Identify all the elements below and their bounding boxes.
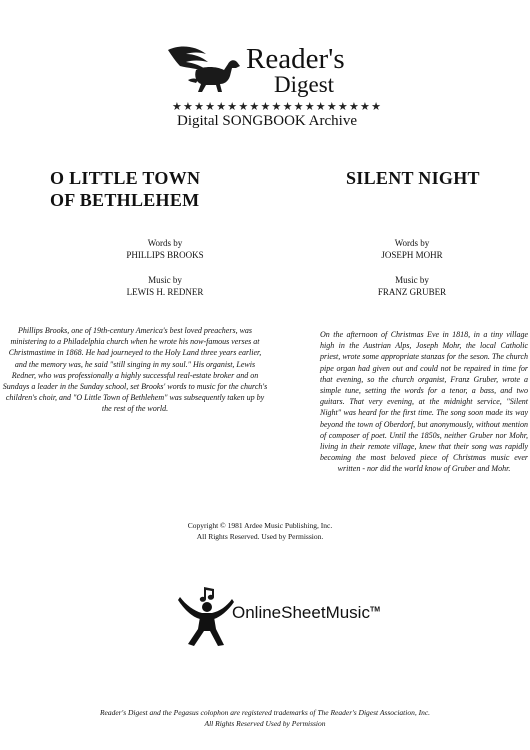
onlinesheetmusic-wordmark: [232, 603, 380, 623]
rights-line: All Rights Reserved. Used by Permission.: [196, 532, 324, 541]
pegasus-icon: [168, 47, 240, 92]
music-author: LEWIS H. REDNER: [126, 287, 204, 297]
credits-left: [70, 237, 260, 311]
brand-bottom: Digest: [274, 72, 335, 97]
archive-title: Digital SONGBOOK Archive: [177, 113, 357, 129]
brand-top: Reader's: [246, 43, 345, 75]
song-title-left-line1: O LITTLE TOWN: [50, 168, 201, 188]
footer-rights-line: All Rights Reserved Used by Permission: [204, 719, 326, 728]
star-divider: ★★★★★★★★★★★★★★★★★★★: [172, 101, 383, 113]
music-credit-left: [70, 274, 260, 298]
copyright-notice: [150, 520, 370, 542]
story-left: Phillips Brooks, one of 19th-century America's best loved preachers, was ministering to a Philadelphia church when he wrote his now-famous verses at Christmastime in 1868. He had journeyed to the Holy Land three years earlier, and the memory was, he said "still singing in my soul." His organist, Lewis Redner, who was professionally a highly successful real-estate broker and on Sundays a leader in the Sunday school, set Brooks' words to music for the church's children's choir, and "O Little Town of Bethlehem" was subsequently taken up by the rest of the world.: [2, 326, 268, 414]
onlinesheetmusic-figure-icon: [176, 585, 236, 647]
song-title-left: [50, 167, 270, 211]
music-label: Music by: [148, 275, 182, 285]
story-right: On the afternoon of Christmas Eve in 1818, in a tiny village high in the Austrian Alps, Joseph Mohr, the local Catholic priest, wrote some appropriate stanzas for the seson. The church pipe organ had given out and could not be repaired in time for that evening, so the church organist, Franz Gruber, wrote a simple tune, setting the words for a tenor, a bass, and two guitars. That very evening, at the midnight service, "Silent Night" was heard for the first time. The song soon made its way beyond the town of Oberdorf, but anonymously, without mention of composer of poet. Until the 1850s, neither Gruber nor Mohr, living in their remote village, knew that their song was rapidly becoming the most beloved piece of Christmas music ever written - nor did the world know of Gruber and Mohr.: [320, 330, 528, 474]
words-credit-right: [332, 237, 492, 261]
onlinesheetmusic-text: OnlineSheetMusic: [232, 603, 370, 622]
words-credit-left: [70, 237, 260, 261]
words-label: Words by: [394, 238, 430, 248]
trademark-footer: [40, 707, 490, 729]
song-title-left-line2: OF BETHLEHEM: [50, 190, 200, 210]
credits-right: [332, 237, 492, 311]
copyright-line: Copyright © 1981 Ardee Music Publishing, Inc.: [187, 521, 333, 530]
music-label: Music by: [395, 275, 429, 285]
words-author: PHILLIPS BROOKS: [126, 250, 204, 260]
music-author: FRANZ GRUBER: [377, 287, 447, 297]
music-credit-right: [332, 274, 492, 298]
words-author: JOSEPH MOHR: [381, 250, 443, 260]
readers-digest-logo: [166, 40, 366, 98]
song-title-right: SILENT NIGHT: [346, 168, 480, 188]
footer-trademark-line: Reader's Digest and the Pegasus colophon are registered trademarks of The Reader's Digest Association, Inc.: [99, 708, 431, 717]
words-label: Words by: [147, 238, 183, 248]
trademark-symbol: TM: [369, 606, 381, 614]
